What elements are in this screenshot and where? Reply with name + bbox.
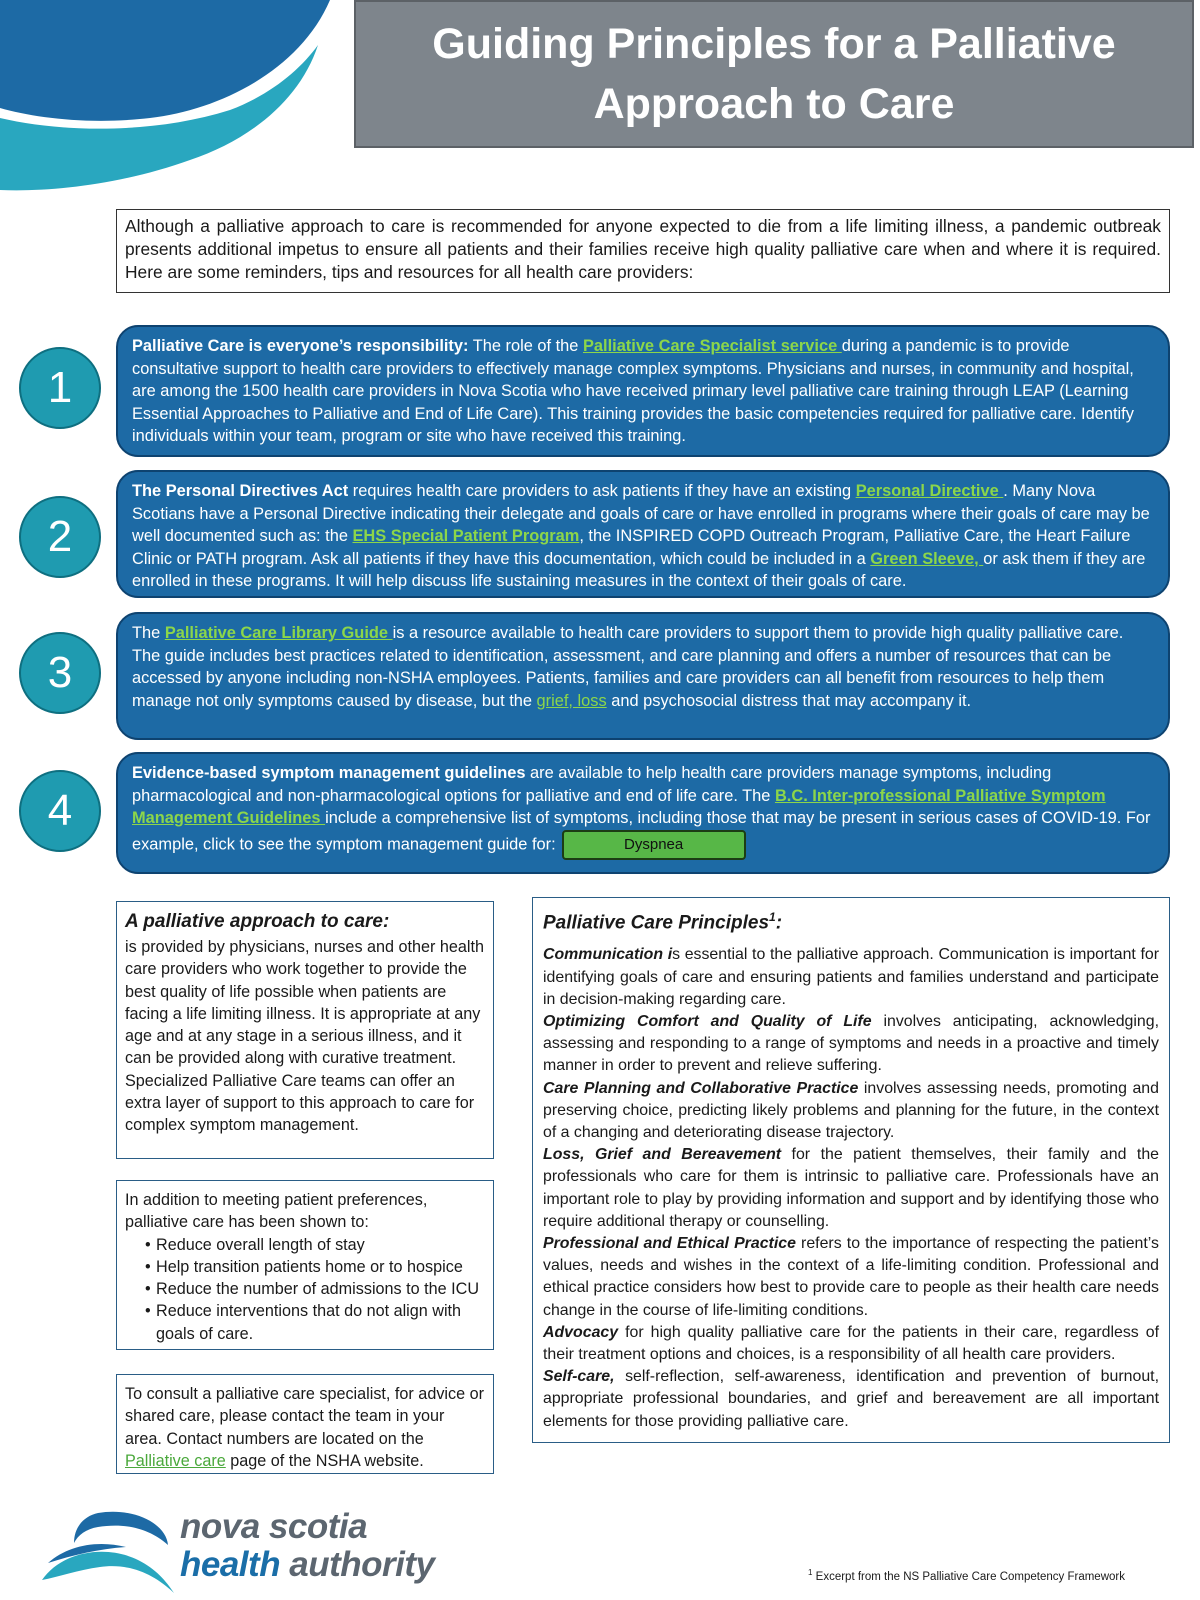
benefits-box [116,1180,494,1350]
footnote-text: Excerpt from the NS Palliative Care Competency Framework [812,1570,1125,1583]
footnote-mark: 1 [808,1568,813,1577]
step-4-text-b: include a comprehensive list of symptoms, including those that may be present in serious cases of COVID-19. For example, click to see the symptom management guide for: [132,809,1151,853]
personal-directive-link[interactable]: Personal Directive [855,482,1004,500]
step-2-text-a: requires health care providers to ask patients if they have an existing [348,482,856,500]
principle-item [543,1144,1159,1233]
principle-term: Advocacy [543,1323,619,1341]
principle-text: for high quality palliative care for the patients in their care, regardless of their treatment options and choices, is a responsibility of all health care providers. [543,1323,1159,1363]
step-4-lead: Evidence-based symptom management guidelines [132,764,526,782]
bc-symptom-guidelines-link[interactable]: B.C. Inter-professional Palliative Symptom Management Guidelines [132,786,1106,827]
benefits-intro: In addition to meeting patient preferences, palliative care has been shown to: [125,1191,428,1232]
step-4-text-a: are available to help health care providers manage symptoms, including pharmacological and non-pharmacological options for palliative and end of life care. The [132,764,1052,805]
principles-heading [543,904,1159,936]
title-line-2: Approach to Care [593,80,955,128]
principle-item [543,1233,1159,1322]
consult-text-a: To consult a palliative care specialist, for advice or shared care, please contact the team in your area. Contact numbers are located on the [125,1385,484,1448]
palliative-care-library-guide-link[interactable]: Palliative Care Library Guide [164,624,393,642]
step-3-text-b: is a resource available to health care providers to support them to provide high quality palliative care. The guide includes best practices related to identification, assessment, and care planning and offers a number of resources that can be accessed by anyone including non-NSHA employees. Patients, families and care providers can all benefit from resources to help them manage not only symptoms caused by disease, but the [132,624,1124,710]
principle-text: self-reflection, self-awareness, identification and prevention of burnout, appropriate professional boundaries, and grief and bereavement are all important elements for those providing palliative care. [543,1368,1159,1430]
step-2-text-c: , the INSPIRED COPD Outreach Program, Palliative Care, the Heart Failure Clinic or PATH program. Ask all patients if they have this documentation, which could be included in a [132,527,1131,568]
green-sleeve-link[interactable]: Green Sleeve, [870,549,984,568]
principle-text: refers to the importance of respecting the patient’s values, needs and wishes in the context of a life-limiting condition. Professional and ethical practice considers how best to provide care to people as their health care needs change in the course of life-limiting conditions. [543,1234,1159,1319]
principle-term: Communication i [543,946,673,964]
logo-line-2 [180,1546,435,1584]
logo-health: health [180,1545,281,1584]
step-2-text-d: or ask them if they are enrolled in these programs. It will help discuss life sustaining measures in the context of their goals of care. [132,549,1146,590]
palliative-care-specialist-link[interactable]: Palliative Care Specialist service [582,337,842,355]
benefit-item: • Reduce the number of admissions to the ICU [145,1278,485,1300]
step-1-text-b: during a pandemic is to provide consultative support to health care providers to effectively manage complex symptoms. Physicians and nurses, in community and hospital, are among the 1500 health care providers in Nova Scotia who have received primary level palliative care training through LEAP (Learning Essential Approaches to Palliative and End of Life Care). This training provides the basic competencies required for palliative care. Identify individuals within your team, program or site who have received this training. [132,337,1134,445]
benefits-list [125,1234,485,1345]
principle-text: for the patient themselves, their family and the professionals who care for them is intrinsic to palliative care. Professionals have an important role to play by providing information and support and by identifying those who require additional therapy or counselling. [543,1146,1159,1230]
step-2-text-b: . Many Nova Scotians have a Personal Directive indicating their delegate and goals of care or have enrolled in programs where their goals of care may be well documented such as: the [132,482,1150,545]
step-1-text-a: The role of the [468,337,583,355]
title-line-1: Guiding Principles for a Palliative [432,20,1116,68]
step-number-4: 4 [19,770,101,852]
palliative-approach-box [116,901,494,1159]
principles-footnote-ref: 1 [769,910,776,924]
principle-item [543,1322,1159,1366]
palliative-care-page-link[interactable]: Palliative care [125,1451,226,1470]
header-swoosh-graphic [0,0,340,210]
step-number-3: 3 [19,632,101,714]
step-2-box [116,470,1170,598]
ehs-special-patient-program-link[interactable]: EHS Special Patient Program [352,527,580,545]
principle-term: Care Planning and Collaborative Practice [543,1079,859,1097]
grief-loss-link[interactable]: grief, loss [536,691,607,710]
step-number-1: 1 [19,347,101,429]
principle-text: involves assessing needs, promoting and preserving choice, predicting likely problems and planning for the future, in the context of a changing and deteriorating disease trajectory. [543,1079,1159,1141]
intro-paragraph: Although a palliative approach to care is recommended for anyone expected to die from a life limiting illness, a pandemic outbreak presents additional impetus to ensure all patients and their families receive high quality palliative care when and where it is required. Here are some reminders, tips and resources for all health care providers: [116,209,1170,293]
benefit-item: • Reduce interventions that do not align with goals of care. [145,1300,485,1345]
principle-item [543,1011,1159,1078]
consult-text-b: page of the NSHA website. [225,1451,424,1470]
principles-heading-text: Palliative Care Principles [543,912,770,934]
principle-item [543,1366,1159,1433]
principle-item [543,1078,1159,1145]
footnote [808,1568,1125,1583]
palliative-care-principles-box [532,897,1170,1443]
consult-box [116,1374,494,1474]
principle-text: involves anticipating, acknowledging, assessing and responding to a range of symptoms and needs in a proactive and timely manner in order to prevent and relieve suffering. [543,1012,1159,1075]
principle-text: s essential to the palliative approach. Communication is important for identifying goals of care and ensuring patients and families understand and participate in decision-making regarding care. [543,946,1159,1008]
step-4-box [116,752,1170,874]
principles-heading-colon: : [775,912,783,934]
step-3-text-c: and psychosocial distress that may accompany it. [606,691,972,710]
logo-line-1: nova scotia [180,1507,368,1546]
approach-body: is provided by physicians, nurses and other health care providers who work together to provide the best quality of life possible when patients are facing a life limiting illness. It is appropriate at any age and at any stage in a serious illness, and it can be provided along with curative treatment. Specialized Palliative Care teams can offer an extra layer of support to this approach to care for complex symptom management. [125,938,485,1135]
dyspnea-button[interactable]: Dyspnea [562,830,746,860]
benefit-item: • Reduce overall length of stay [145,1234,485,1256]
principle-term: Optimizing Comfort and Quality of Life [543,1012,872,1030]
logo-authority: authority [280,1545,435,1584]
nsha-logo-text [180,1508,435,1584]
step-1-box [116,325,1170,457]
benefit-item: • Help transition patients home or to hospice [145,1256,485,1278]
page-title [354,0,1194,148]
step-number-2: 2 [19,496,101,578]
step-3-box [116,612,1170,740]
principle-term: Self-care, [543,1368,615,1386]
step-3-text-a: The [132,624,165,642]
step-1-lead: Palliative Care is everyone’s responsibility: [132,337,469,355]
step-2-lead: The Personal Directives Act [132,482,349,500]
approach-heading: A palliative approach to care: [125,911,390,932]
principle-term: Loss, Grief and Bereavement [543,1146,782,1164]
principle-item [543,944,1159,1011]
principle-term: Professional and Ethical Practice [543,1234,796,1252]
